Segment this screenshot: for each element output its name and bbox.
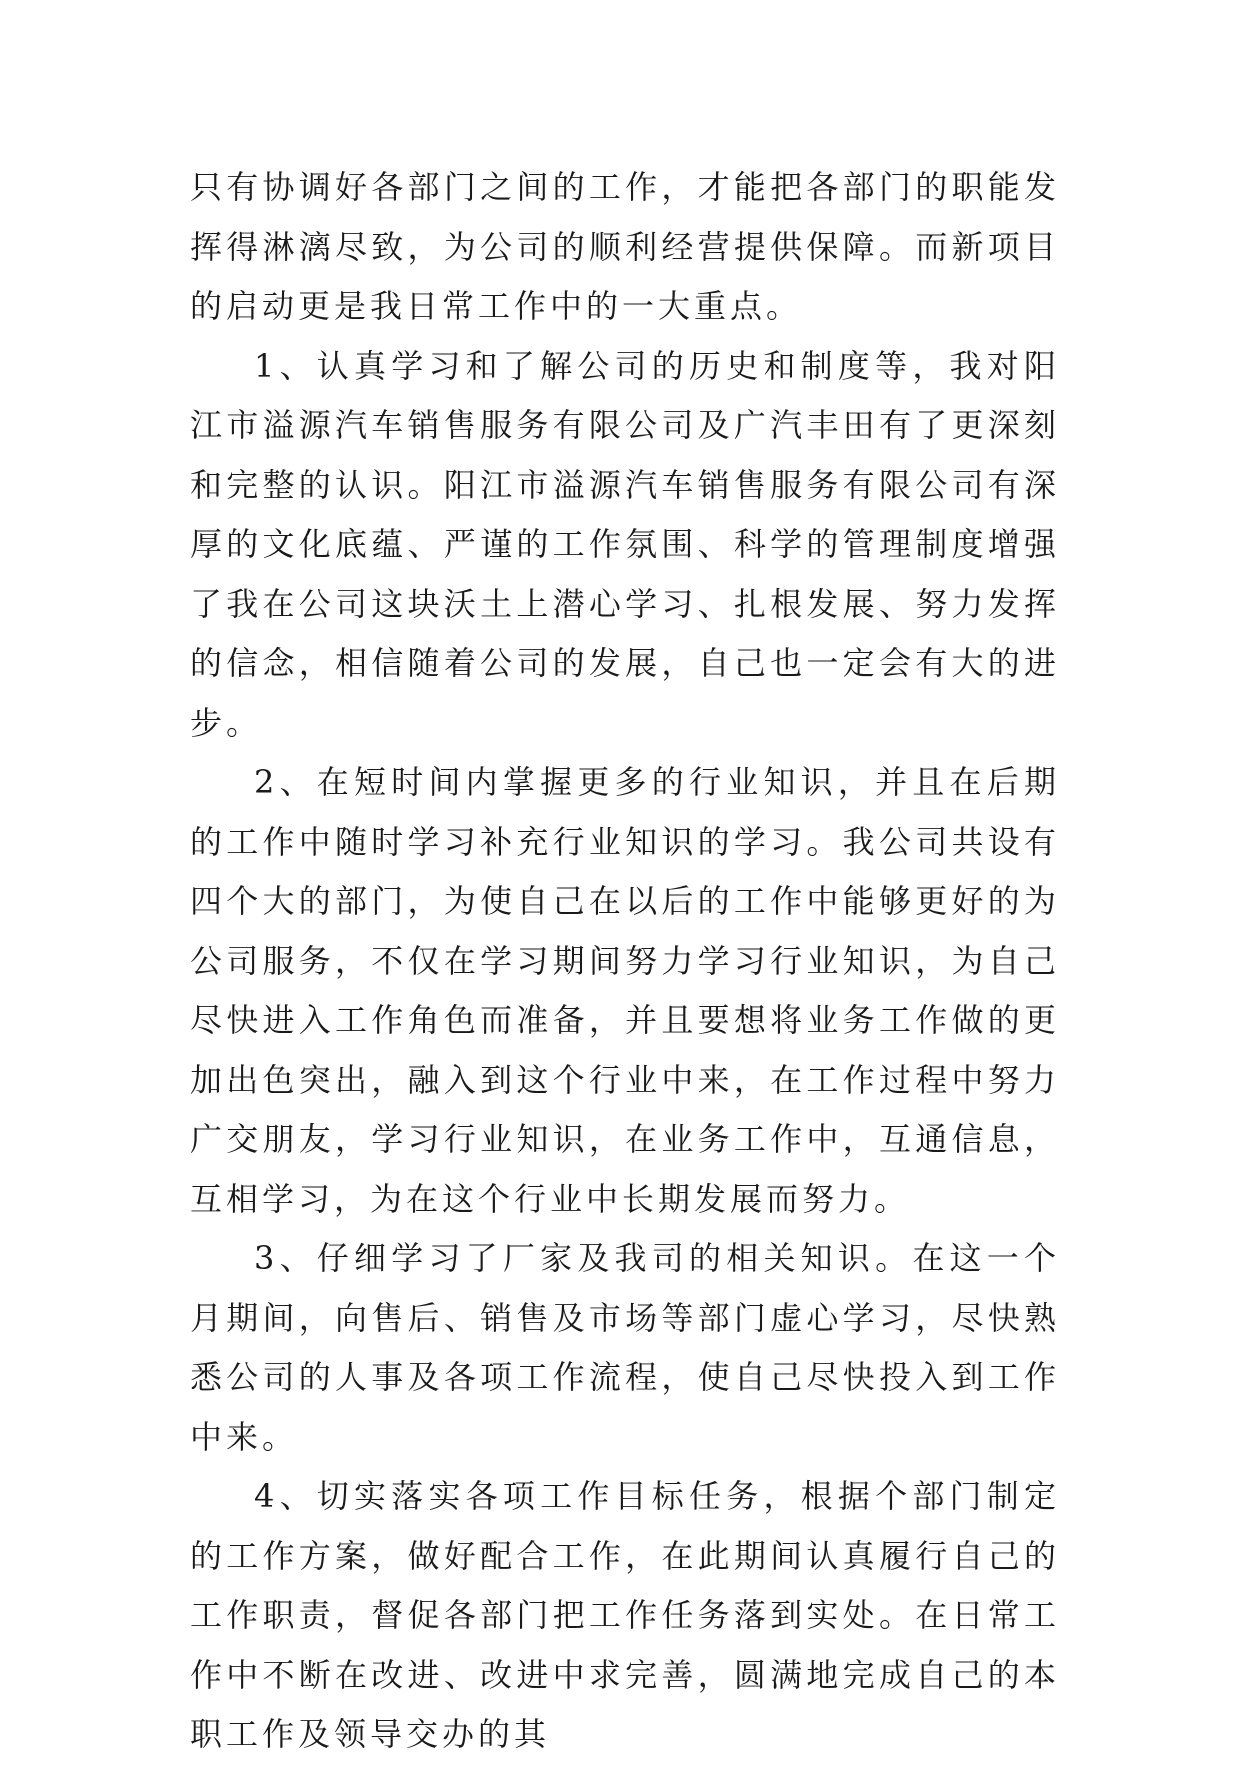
paragraph: 2、在短时间内掌握更多的行业知识，并且在后期的工作中随时学习补充行业知识的学习。我公司共设有四个大的部门，为使自己在以后的工作中能够更好的为公司服务，不仅在学习期间努力学习行业知识，为自己尽快进入工作角色而准备，并且要想将业务工作做的更加出色突出，融入到这个行业中来，在工作过程中努力广交朋友，学习行业知识，在业务工作中，互通信息，互相学习，为在这个行业中长期发展而努力。 — [190, 763, 1060, 1218]
paragraph: 只有协调好各部门之间的工作，才能把各部门的职能发挥得淋漓尽致，为公司的顺利经营提供保障。而新项目的启动更是我日常工作中的一大重点。 — [190, 168, 1060, 325]
paragraph: 1、认真学习和了解公司的历史和制度等，我对阳江市溢源汽车销售服务有限公司及广汽丰田有了更深刻和完整的认识。阳江市溢源汽车销售服务有限公司有深厚的文化底蕴、严谨的工作氛围、科学的管理制度增强了我在公司这块沃土上潜心学习、扎根发展、努力发挥的信念，相信随着公司的发展，自己也一定会有大的进步。 — [190, 346, 1060, 742]
paragraph: 4、切实落实各项工作目标任务，根据个部门制定的工作方案，做好配合工作，在此期间认真履行自己的工作职责，督促各部门把工作任务落到实处。在日常工作中不断在改进、改进中求完善，圆满地完成自己的本职工作及领导交办的其 — [190, 1477, 1060, 1753]
paragraph: 3、仔细学习了厂家及我司的相关知识。在这一个月期间，向售后、销售及市场等部门虚心学习，尽快熟悉公司的人事及各项工作流程，使自己尽快投入到工作中来。 — [190, 1239, 1060, 1456]
document-body — [190, 158, 1060, 1765]
